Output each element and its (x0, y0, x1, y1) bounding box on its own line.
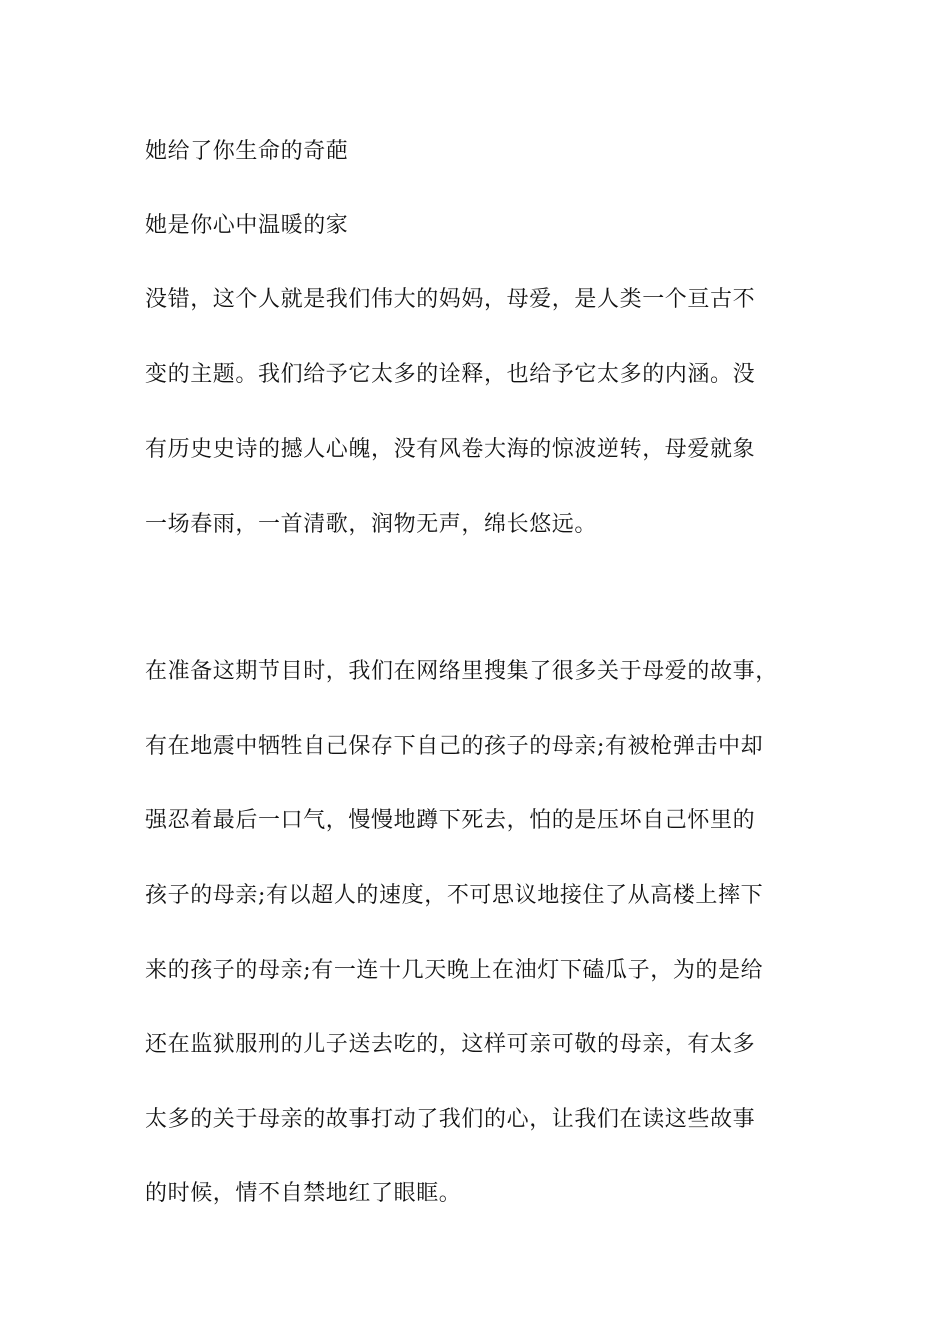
text-line-5: 有历史史诗的撼人心魄，没有风卷大海的惊波逆转，母爱就象 (145, 437, 756, 462)
text-line-2: 她是你心中温暖的家 (145, 213, 349, 238)
text-line-9: 强忍着最后一口气，慢慢地蹲下死去，怕的是压坏自己怀里的 (145, 808, 756, 833)
text-line-10: 孩子的母亲;有以超人的速度，不可思议地接住了从高楼上摔下 (145, 883, 764, 908)
text-line-4: 变的主题。我们给予它太多的诠释，也给予它太多的内涵。没 (145, 362, 756, 387)
text-line-13: 太多的关于母亲的故事打动了我们的心，让我们在读这些故事 (145, 1107, 756, 1132)
text-line-12: 还在监狱服刑的儿子送去吃的，这样可亲可敬的母亲，有太多 (145, 1032, 756, 1057)
text-line-3: 没错，这个人就是我们伟大的妈妈，母爱，是人类一个亘古不 (145, 287, 756, 312)
text-line-1: 她给了你生命的奇葩 (145, 139, 349, 164)
text-line-7: 在准备这期节目时，我们在网络里搜集了很多关于母爱的故事， (145, 659, 778, 684)
text-line-6: 一场春雨，一首清歌，润物无声，绵长悠远。 (145, 512, 598, 537)
text-line-8: 有在地震中牺牲自己保存下自己的孩子的母亲;有被枪弹击中却 (145, 734, 764, 759)
text-line-14: 的时候，情不自禁地红了眼眶。 (145, 1181, 462, 1206)
text-line-11: 来的孩子的母亲;有一连十几天晚上在油灯下磕瓜子，为的是给 (145, 958, 764, 983)
